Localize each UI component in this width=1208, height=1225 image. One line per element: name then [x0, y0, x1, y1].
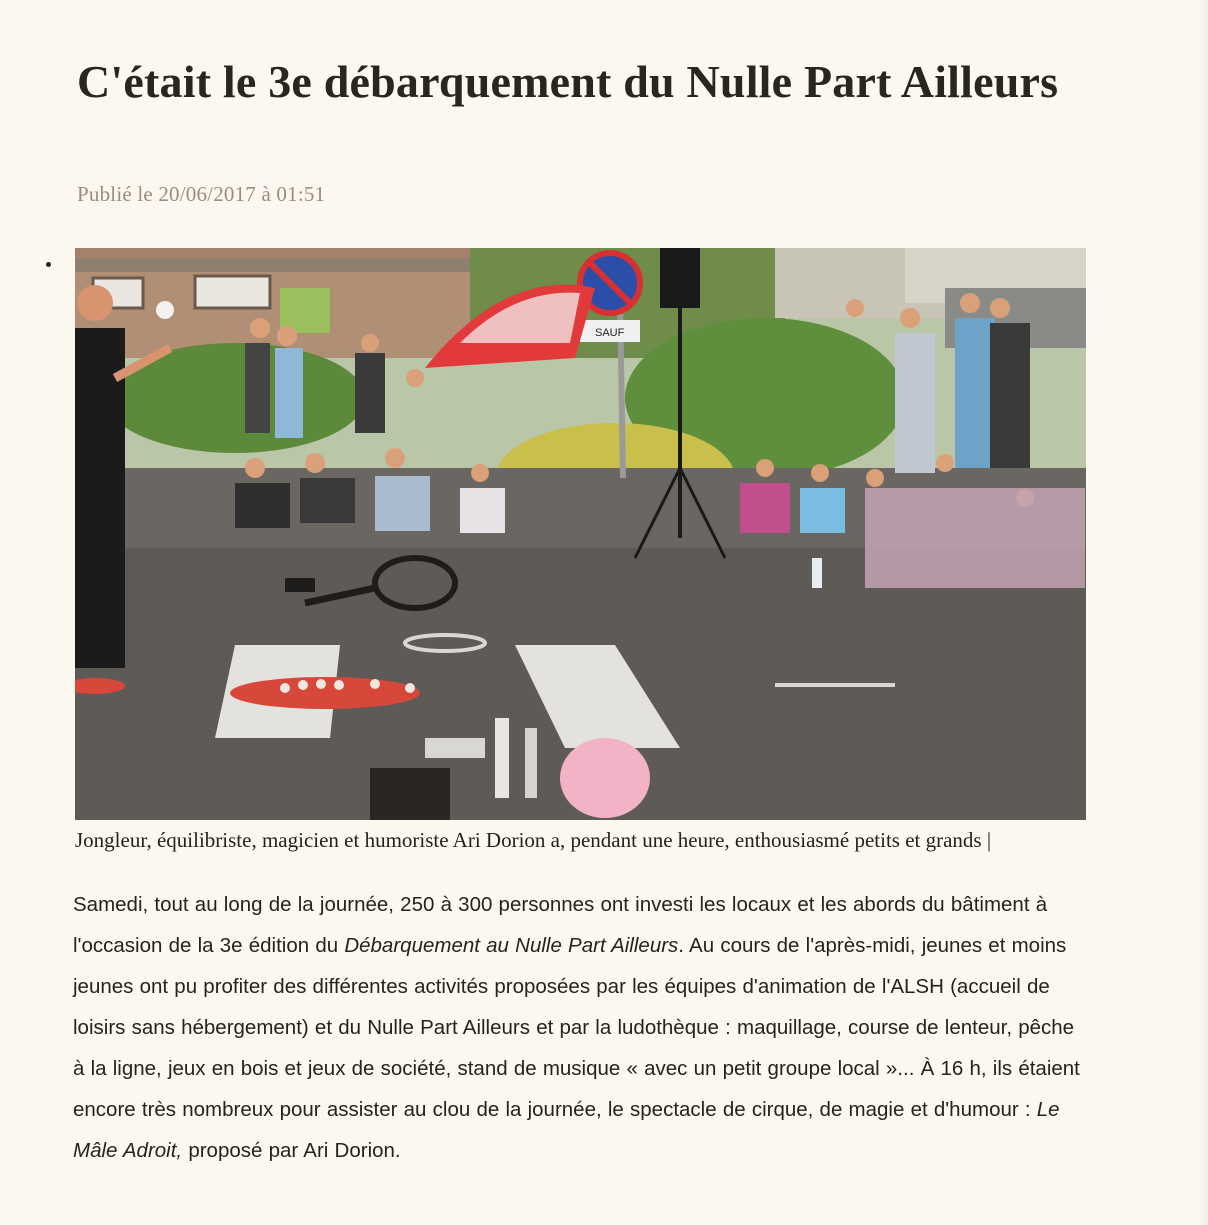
article-body	[73, 884, 1088, 1171]
photo-caption: Jongleur, équilibriste, magicien et humoriste Ari Dorion a, pendant une heure, enthousiasmé petits et grands |	[75, 828, 992, 852]
article-photo	[75, 248, 1086, 820]
sign-text: SAUF	[595, 327, 625, 339]
body-part-3: proposé par Ari Dorion.	[182, 1139, 401, 1162]
stray-dot	[46, 262, 51, 267]
show-name: Le Mâle Adroit,	[73, 1098, 1060, 1162]
body-part-2: . Au cours de l'après-midi, jeunes et moins jeunes ont pu profiter des différentes activités proposées par les équipes d'animation de l'ALSH (accueil de loisirs sans hébergement) et du Nulle Part Ailleurs et par la ludothèque : maquillage, course de lenteur, pêche à la ligne, jeux en bois et jeux de société, stand de musique « avec un petit groupe local »... À 16 h, ils étaient encore très nombreux pour assister au clou de la journée, le spectacle de cirque, de magie et d'humour :	[73, 934, 1080, 1121]
publication-date: Publié le 20/06/2017 à 01:51	[77, 182, 326, 206]
body-part-1: Samedi, tout au long de la journée, 250 à 300 personnes ont investi les locaux et les abords du bâtiment à l'occasion de la 3e édition du	[73, 893, 1048, 957]
scan-edge	[1200, 0, 1208, 1225]
event-name: Débarquement au Nulle Part Ailleurs	[344, 934, 679, 957]
article-title: C'était le 3e débarquement du Nulle Part Ailleurs	[77, 56, 1059, 107]
